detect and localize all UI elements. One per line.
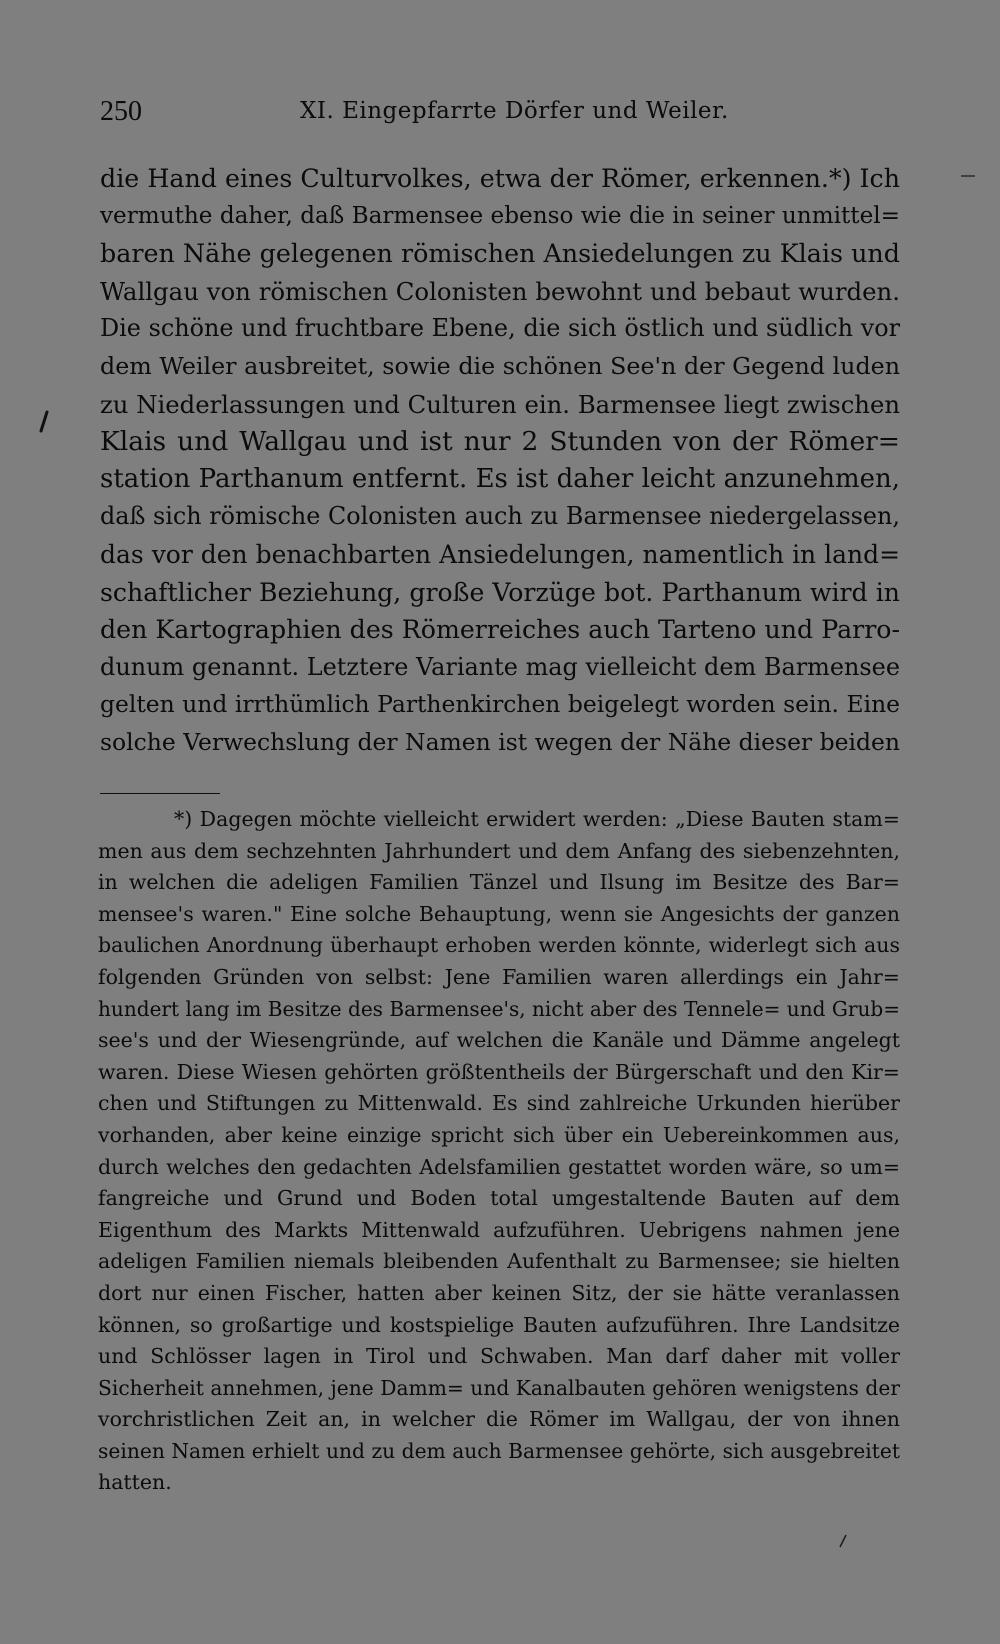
footnote-line: Sicherheit annehmen, jene Damm= und Kanalbauten gehören wenigstens der — [98, 1375, 900, 1400]
footnote-line: und Schlösser lagen in Tirol und Schwaben. Man darf daher mit voller — [98, 1344, 900, 1369]
text-line: die Hand eines Culturvolkes, etwa der Römer, erkennen.*) Ich — [100, 164, 900, 193]
footnote-line: vorhanden, aber keine einzige spricht sich über ein Uebereinkommen aus, — [98, 1122, 900, 1147]
text-line: solche Verwechslung der Namen ist wegen der Nähe dieser beiden — [100, 727, 900, 756]
footnote — [98, 804, 900, 1499]
text-line: dem Weiler ausbreitet, sowie die schönen See'n der Gegend luden — [100, 351, 900, 380]
footnote-line: mensee's waren." Eine solche Behauptung, wenn sie Angesichts der ganzen — [98, 901, 900, 926]
footnote-line: Eigenthum des Markts Mittenwald aufzuführen. Uebrigens nahmen jene — [98, 1217, 900, 1242]
footnote-line: see's und der Wiesengründe, auf welchen die Kanäle und Dämme angelegt — [98, 1028, 900, 1053]
footnote-line: fangreiche und Grund und Boden total umgestaltende Bauten auf dem — [98, 1186, 900, 1211]
footnote-line: chen und Stiftungen zu Mittenwald. Es sind zahlreiche Urkunden hierüber — [98, 1091, 900, 1116]
text-line: den Kartographien des Römerreiches auch Tarteno und Parro- — [100, 615, 900, 645]
main-text — [100, 160, 900, 762]
footnote-line: hundert lang im Besitze des Barmensee's, nicht aber des Tennele= und Grub= — [98, 996, 900, 1021]
footnote-line: hatten. — [98, 1470, 172, 1495]
text-line: daß sich römische Colonisten auch zu Barmensee niedergelassen, — [100, 502, 900, 531]
margin-tick-mark — [838, 1534, 848, 1548]
text-line: das vor den benachbarten Ansiedelungen, namentlich in land= — [100, 539, 900, 569]
footnote-line: men aus dem sechzehnten Jahrhundert und dem Anfang des siebenzehnten, — [98, 838, 900, 863]
footnote-line: durch welches den gedachten Adelsfamilien gestattet worden wäre, so um= — [98, 1154, 900, 1179]
footnote-line: können, so großartige und kostspielige Bauten aufzuführen. Ihre Landsitze — [98, 1312, 900, 1337]
margin-stroke-mark — [38, 410, 50, 434]
page-number: 250 — [100, 96, 142, 127]
margin-tick-mark — [960, 172, 976, 180]
text-line: vermuthe daher, daß Barmensee ebenso wie die in seiner unmittel= — [100, 202, 900, 229]
page-header — [100, 96, 900, 136]
footnote-line: seinen Namen erhielt und zu dem auch Barmensee gehörte, sich ausgebreitet — [98, 1438, 900, 1463]
text-line: schaftlicher Beziehung, große Vorzüge bot. Parthanum wird in — [100, 577, 900, 607]
footnote-line: folgenden Gründen von selbst: Jene Familien waren allerdings ein Jahr= — [98, 964, 900, 989]
footnote-line: dort nur einen Fischer, hatten aber keinen Sitz, der sie hätte veranlassen — [98, 1280, 900, 1305]
footnote-line: waren. Diese Wiesen gehörten größtentheils der Bürgerschaft und den Kir= — [98, 1059, 900, 1084]
footnote-line: vorchristlichen Zeit an, in welcher die Römer im Wallgau, der von ihnen — [98, 1407, 900, 1432]
text-line: Wallgau von römischen Colonisten bewohnt und bebaut wurden. — [100, 276, 900, 306]
text-line: gelten und irrthümlich Parthenkirchen beigelegt worden sein. Eine — [100, 690, 900, 719]
text-line: Klais und Wallgau und ist nur 2 Stunden von der Römer= — [100, 426, 900, 458]
footnote-line: adeligen Familien niemals bleibenden Aufenthalt zu Barmensee; sie hielten — [98, 1249, 900, 1274]
footnote-line: *) Dagegen möchte vielleicht erwidert werden: „Diese Bauten stam= — [174, 807, 900, 831]
footnote-separator — [100, 793, 220, 794]
text-line: baren Nähe gelegenen römischen Ansiedelungen zu Klais und — [100, 238, 900, 269]
text-line: Die schöne und fruchtbare Ebene, die sich östlich und südlich vor — [100, 314, 900, 343]
text-line: station Parthanum entfernt. Es ist daher leicht anzunehmen, — [100, 463, 900, 494]
text-line: zu Niederlassungen und Culturen ein. Barmensee liegt zwischen — [100, 389, 900, 419]
footnote-line: in welchen die adeligen Familien Tänzel und Ilsung im Besitze des Bar= — [98, 870, 900, 895]
footnote-line: baulichen Anordnung überhaupt erhoben werden könnte, widerlegt sich aus — [98, 933, 900, 958]
running-head: XI. Eingepfarrte Dörfer und Weiler. — [300, 98, 729, 124]
text-line: dunum genannt. Letztere Variante mag vielleicht dem Barmensee — [100, 652, 900, 681]
